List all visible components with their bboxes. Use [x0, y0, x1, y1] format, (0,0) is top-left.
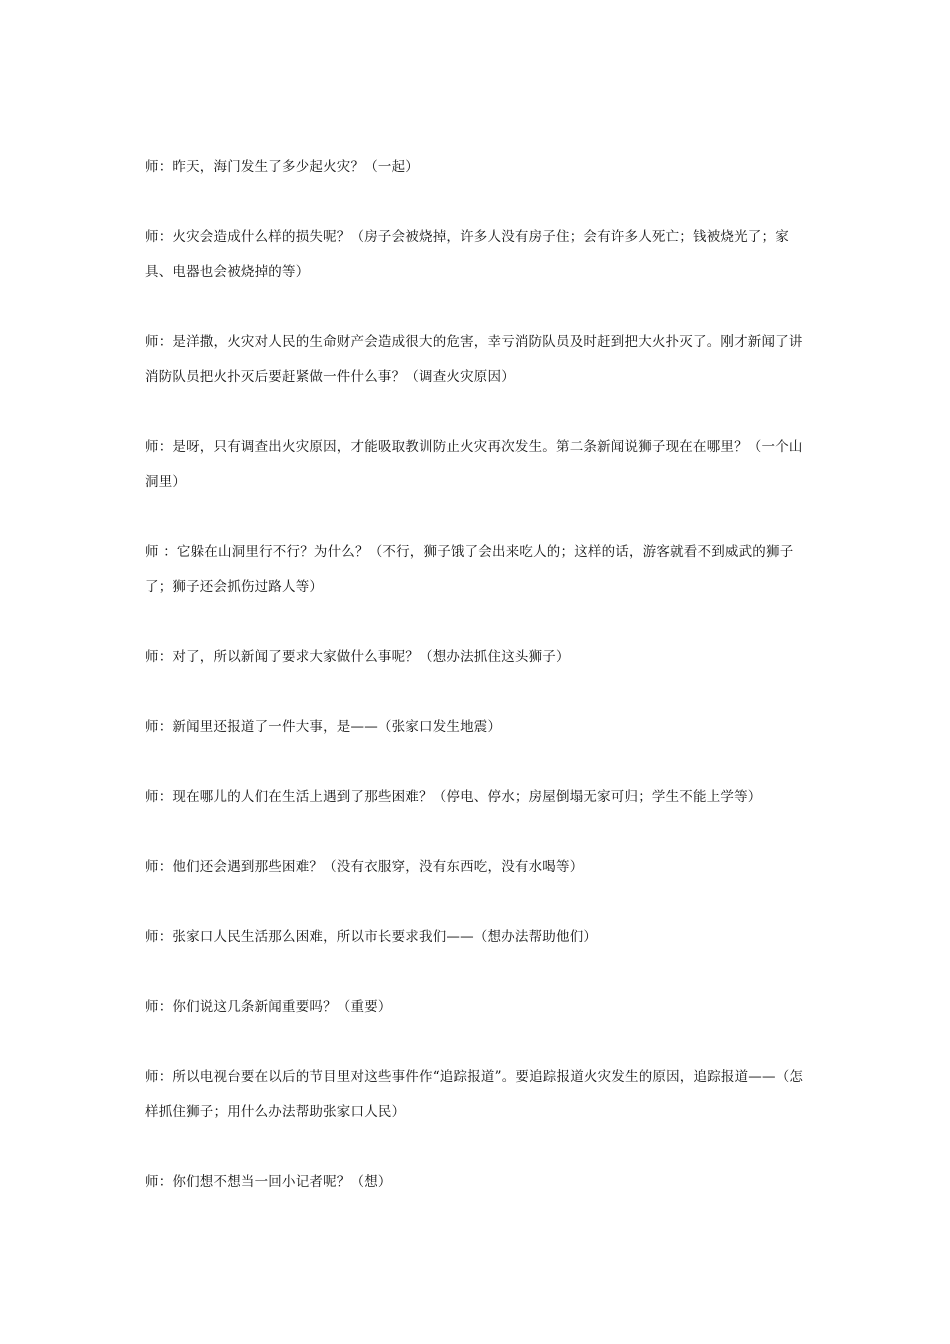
- paragraph-12: 师：所以电视台要在以后的节目里对这些事件作“追踪报道”。要追踪报道火灾发生的原因，追踪报道——（怎样抓住狮子；用什么办法帮助张家口人民）: [145, 1069, 804, 1120]
- paragraph-5: 师 ：它躲在山洞里行不行？为什么？（不行，狮子饿了会出来吃人的；这样的话，游客就看不到威武的狮子了；狮子还会抓伤过路人等）: [145, 544, 794, 595]
- paragraph-3: 师：是洋撒，火灾对人民的生命财产会造成很大的危害，幸亏消防队员及时赶到把大火扑灭了。刚才新闻了讲消防队员把火扑灭后要赶紧做一件什么事？（调查火灾原因）: [145, 334, 803, 385]
- paragraph-4: 师：是呀，只有调查出火灾原因，才能吸取教训防止火灾再次发生。第二条新闻说狮子现在在哪里？（一个山洞里）: [145, 439, 803, 490]
- paragraph-9: 师：他们还会遇到那些困难？（没有衣服穿，没有东西吃，没有水喝等）: [145, 859, 584, 875]
- paragraph-6: 师：对了，所以新闻了要求大家做什么事呢？（想办法抓住这头狮子）: [145, 649, 570, 665]
- paragraph-7: 师：新闻里还报道了一件大事，是——（张家口发生地震）: [145, 719, 502, 735]
- paragraph-13: 师：你们想不想当一回小记者呢？（想）: [145, 1174, 392, 1190]
- paragraph-2: 师：火灾会造成什么样的损失呢？（房子会被烧掉，许多人没有房子住；会有许多人死亡；钱被烧光了；家具、电器也会被烧掉的等）: [145, 229, 789, 280]
- paragraph-8: 师：现在哪儿的人们在生活上遇到了那些困难？（停电、停水；房屋倒塌无家可归；学生不能上学等）: [145, 789, 762, 805]
- paragraph-1: 师：昨天，海门发生了多少起火灾？（一起）: [145, 159, 419, 175]
- paragraph-11: 师：你们说这几条新闻重要吗？（重要）: [145, 999, 392, 1015]
- paragraph-10: 师：张家口人民生活那么困难，所以市长要求我们——（想办法帮助他们）: [145, 929, 598, 945]
